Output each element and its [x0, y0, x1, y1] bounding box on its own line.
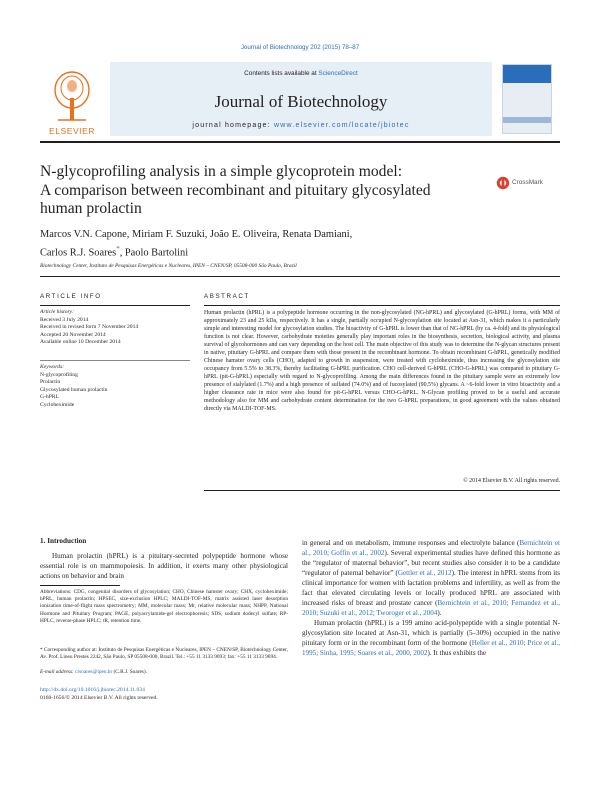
keyword-item: G-hPRL	[40, 394, 59, 401]
abstract-copyright: © 2014 Elsevier B.V. All rights reserved.	[463, 478, 560, 484]
text-run: ). It thus exhibits the	[427, 649, 487, 657]
journal-title: Journal of Biotechnology	[214, 92, 388, 111]
keyword-item: Glycosylated human prolactin	[40, 386, 108, 393]
citation-link[interactable]: Bernichtein et al., 2010; Goffin et al., 2002	[302, 539, 560, 557]
title-line: N-glycoprofiling analysis in a simple glycoprotein model:	[40, 163, 403, 180]
author-name[interactable]: , Paolo Bartolini	[119, 247, 189, 259]
divider	[40, 305, 190, 306]
text-run: in general and on metabolism, immune responses and electrolyte balance (	[302, 539, 520, 547]
history-item: Received 3 July 2014	[40, 316, 89, 323]
crossmark-badge[interactable]	[496, 176, 556, 190]
intro-paragraph	[302, 538, 560, 618]
text-run: Human prolactin (hPRL) is a 199 amino acid-polypeptide with a single potential N-glycosylation site located at Asn-31, which is partially (5–30%) occupied in the native pituitary form or in the recombinant form of the hormone (	[302, 619, 560, 647]
crossmark-label: CrossMark	[512, 179, 543, 186]
publisher-name[interactable]: ELSEVIER	[48, 126, 96, 136]
homepage-label: journal homepage:	[192, 122, 271, 129]
footnote-abbreviations: Abbreviations: CDG, congenital disorders of glycosylation; CHO, Chinese hamster ovary; CHX, cycloheximide; hPRL, human prolactin; HPSEC, size-exclusion HPLC; MALDI-TOF-MS, matrix assisted laser desorption ionization time-of-flight mass spectrometry; MM, molecular mass; Mr, relative molecular mass; NHPP, National Hormone and Pituitary Program; PAGE, polyacrylamide-gel electrophoresis; SDS, sodium dodecyl sulfate; RP-HPLC, reverse-phase HPLC; tR, retention time.	[40, 589, 288, 624]
history-item: Available online 10 December 2014	[40, 339, 121, 346]
citation-link[interactable]: Bernichtein et al., 2010; Fernandez et al., 2010; Suzuki et al., 2012; Tworoger et al., 2004	[302, 599, 560, 617]
keywords	[40, 364, 190, 410]
footnote-email	[40, 669, 288, 676]
keyword-item: Prolactin	[40, 379, 61, 386]
divider	[40, 276, 560, 277]
cover-band-lower	[503, 117, 551, 123]
corresponding-mark[interactable]: *	[116, 245, 120, 253]
contents-line	[110, 70, 492, 77]
history-label: Article history:	[40, 309, 75, 315]
journal-masthead	[40, 58, 560, 140]
issn-line: 0168-1656/© 2014 Elsevier B.V. All rights reserved.	[40, 695, 158, 701]
keyword-item: Cycloheximide	[40, 401, 75, 408]
email-label: E-mail address:	[40, 669, 74, 675]
footnote-rule	[40, 585, 120, 586]
masthead-banner	[110, 62, 492, 136]
intro-right-column	[302, 538, 560, 658]
sciencedirect-link[interactable]: ScienceDirect	[318, 70, 358, 77]
section-heading-introduction: 1. Introduction	[40, 537, 87, 545]
citation-link[interactable]: Heller et al., 2010; Price et al., 1995; Sinha, 1995; Soares et al., 2000, 2002	[302, 639, 560, 657]
doi-link[interactable]: http://dx.doi.org/10.1016/j.jbiotec.2014.11.034	[40, 687, 145, 693]
keywords-label: Keywords:	[40, 364, 65, 370]
authors-line	[40, 242, 460, 260]
article-history	[40, 309, 190, 347]
journal-cover-image[interactable]	[502, 64, 552, 134]
footnote-corresponding-author: * Corresponding author at: Instituto de Pesquisas Energéticas e Nucleares, IPEN – CNEN/SP, Biotechnology Center, Av. Prof. Lineu Prestes 2242, São Paulo, SP 05508-000, Brazil. Tel.: +55 11 3133 9693; fax: +55 11 3133 9694.	[40, 647, 288, 661]
title-line: A comparison between recombinant and pituitary glycosylated	[40, 181, 431, 199]
history-item: Received in revised form 7 November 2014	[40, 324, 139, 331]
intro-paragraph: Human prolactin (hPRL) is a pituitary-secreted polypeptide hormone whose essential role is on mammopoiesis. In addition, it exerts many other physiological actions on behavior and brain	[40, 552, 288, 580]
abstract-text: Human prolactin (hPRL) is a polypeptide hormone occurring in the non-glycosylated (NG-hPRL) and glycosylated (G-hPRL) forms, with MM of approximately 23 and 25 kDa, respectively. It has a single, partially occupied N-glycosylation site located at Asn-31, which makes it a particularly simple and interesting model for glycosylation studies. The bioactivity of G-hPRL is lower than that of NG-hPRL (by ca. 4-fold) and its physiological function is not clear. However, carbohydrate moieties generally play important roles in the biosynthesis, secretion, biological activity, and plasma survival of glycohormones and can vary depending on the host cell. The main objective of this study was to determine the N-glycan structures present in native, pituitary G-hPRL and compare them with those present in the recombinant hormone. To obtain recombinant G-hPRL, genetically modified Chinese hamster ovary cells (CHO), adapted to growth in suspension, were treated with cycloheximide, thus increasing the glycosylation site occupancy from 5.5% to 38.3%, thereby facilitating G-hPRL purification. CHO cell-derived G-hPRL (CHO-G-hPRL) was compared to pituitary G-hPRL (pit-G-hPRL) especially with regard to N-glycoprofiling. Among the main differences found in the pituitary sample were an extremely low presence of sialylated (1.7%) and a high presence of sulfated (74.0%) and of fucosylated (90.5%) glycans. A ~6-fold lower in vitro bioactivity and a higher clearance rate in mice were also found for pit-G-hPRL versus CHO-G-hPRL. N-Glycan profiling proved to be a useful and accurate methodology also for MM and carbohydrate content determination for the two G-hPRL preparations, in good agreement with the values obtained directly via MALDI-TOF-MS.	[204, 310, 560, 412]
divider	[40, 360, 190, 361]
email-link[interactable]: crsoares@ipen.br	[75, 669, 113, 675]
affiliation: Biotechnology Center, Instituto de Pesquisas Energéticas e Nucleares, IPEN – CNEN/SP, 05508-000 São Paulo, Brazil	[40, 263, 297, 269]
masthead-rule	[40, 141, 560, 143]
cover-band	[503, 65, 551, 83]
contents-prefix: Contents lists available at	[244, 70, 317, 77]
article-title	[40, 163, 480, 219]
elsevier-logo	[40, 64, 102, 134]
divider	[204, 490, 560, 491]
journal-citation[interactable]: Journal of Biotechnology 202 (2015) 78–87	[240, 44, 360, 51]
text-run: ).	[437, 609, 442, 617]
intro-paragraph	[302, 618, 560, 658]
text-run: ). Several experimental studies have defined this hormone as the “regulator of maternal behavior”, but recent studies also consider it to be a candidate “regulator of paternal behavior” (	[302, 549, 560, 577]
homepage-link[interactable]: www.elsevier.com/locate/jbiotec	[273, 122, 410, 129]
journal-homepage-line	[110, 122, 492, 129]
title-line: human prolactin	[40, 200, 142, 217]
history-item: Accepted 20 November 2014	[40, 331, 106, 338]
email-suffix: (C.R.J. Soares).	[112, 669, 147, 675]
abstract-heading: ABSTRACT	[204, 293, 250, 300]
keyword-item: N-glycoprofiling	[40, 371, 78, 378]
divider	[204, 305, 560, 306]
text-run: ). The interest in hPRL stems from its clinical importance for women with lactation problems and infertility, as well as from the fact that elevated circulating levels or locally produced hPRL are associated with increased risks of breast and prostate cancer (	[302, 569, 561, 607]
citation-link[interactable]: Gettler et al., 2012	[397, 569, 452, 577]
authors-line: Marcos V.N. Capone, Miriam F. Suzuki, João E. Oliveira, Renata Damiani,	[40, 229, 353, 240]
author-name[interactable]: Carlos R.J. Soares	[40, 247, 117, 259]
article-info-heading: ARTICLE INFO	[40, 293, 102, 300]
elsevier-tree-icon	[52, 68, 92, 124]
author-list	[40, 228, 460, 260]
